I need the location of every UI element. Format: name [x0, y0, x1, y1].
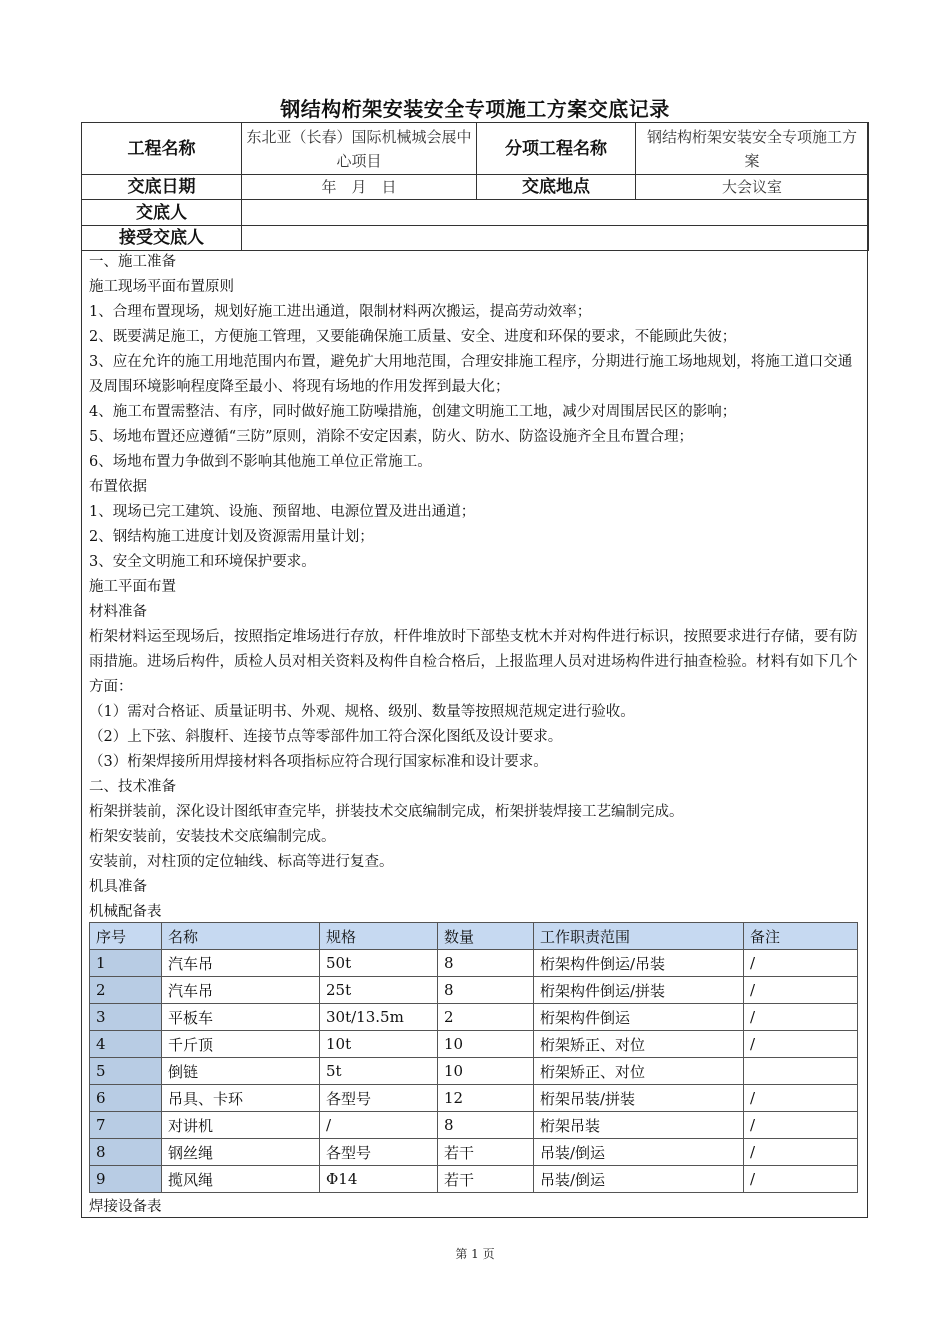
info-row-project — [82, 123, 869, 175]
table-row — [90, 1004, 858, 1031]
cell-col-index: 9 — [90, 1166, 162, 1193]
cell-col-index: 7 — [90, 1112, 162, 1139]
cell-col-name: 揽风绳 — [162, 1166, 320, 1193]
principle-item: 4、施工布置需整洁、有序，同时做好施工防噪措施，创建文明施工工地，减少对周围居民区的影响； — [89, 404, 737, 420]
principle-item: 5、场地布置还应遵循“三防”原则，消除不安定因素，防火、防水、防盗设施齐全且布置合理； — [89, 429, 694, 445]
cell-col-scope: 桁架构件倒运 — [534, 1004, 744, 1031]
cell-col-qty: 12 — [438, 1085, 534, 1112]
table-row — [90, 1112, 858, 1139]
header-col-name: 名称 — [162, 923, 320, 950]
principle-item: 1、合理布置现场，规划好施工进出通道，限制材料两次搬运，提高劳动效率； — [89, 304, 592, 320]
cell-col-name: 汽车吊 — [162, 977, 320, 1004]
receiver-value — [242, 226, 869, 251]
principle-item: 6、场地布置力争做到不影响其他施工单位正常施工。 — [89, 454, 432, 470]
principle-item: 2、既要满足施工，方便施工管理，又要能确保施工质量、安全、进度和环保的要求，不能顾此失彼； — [89, 329, 737, 345]
cell-col-spec: 各型号 — [320, 1139, 438, 1166]
cell-col-spec: 各型号 — [320, 1085, 438, 1112]
cell-col-scope: 桁架构件倒运/拼装 — [534, 977, 744, 1004]
project-name-value: 东北亚（长春）国际机械城会展中心项目 — [242, 123, 477, 175]
subheading-layout-principles: 施工现场平面布置原则 — [89, 279, 234, 295]
table-row — [90, 977, 858, 1004]
date-label: 交底日期 — [82, 175, 242, 200]
cell-col-spec: 25t — [320, 977, 438, 1004]
cell-col-spec: 10t — [320, 1031, 438, 1058]
location-label: 交底地点 — [477, 175, 636, 200]
table-row — [90, 1139, 858, 1166]
table-row — [90, 950, 858, 977]
cell-col-name: 钢丝绳 — [162, 1139, 320, 1166]
materials-item: （3）桁架焊接所用焊接材料各项指标应符合现行国家标准和设计要求。 — [89, 754, 548, 770]
cell-col-remark: / — [744, 977, 858, 1004]
cell-col-index: 1 — [90, 950, 162, 977]
cell-col-index: 4 — [90, 1031, 162, 1058]
cell-col-qty: 2 — [438, 1004, 534, 1031]
cell-col-name: 吊具、卡环 — [162, 1085, 320, 1112]
cell-col-remark: / — [744, 1139, 858, 1166]
cell-col-index: 2 — [90, 977, 162, 1004]
page-number: 第 1 页 — [455, 1247, 495, 1261]
cell-col-remark: / — [744, 1085, 858, 1112]
table-row — [90, 1085, 858, 1112]
cell-col-qty: 8 — [438, 977, 534, 1004]
location-value: 大会议室 — [636, 175, 869, 200]
cell-col-spec: Φ14 — [320, 1166, 438, 1193]
cell-col-scope: 桁架矫正、对位 — [534, 1058, 744, 1085]
info-row-receiver — [82, 226, 869, 251]
cell-col-name: 对讲机 — [162, 1112, 320, 1139]
principle-item: 3、应在允许的施工用地范围内布置，避免扩大用地范围，合理安排施工程序，分期进行施工场地规划，将施工道口交通及周围环境影响程度降至最小、将现有场地的作用发挥到最大化； — [89, 354, 853, 395]
table-header-row — [90, 923, 858, 950]
cell-col-remark — [744, 1058, 858, 1085]
cell-col-scope: 桁架吊装/拼装 — [534, 1085, 744, 1112]
cell-col-qty: 若干 — [438, 1166, 534, 1193]
subheading-machinery-table: 机械配备表 — [89, 904, 162, 920]
subheading-layout-basis: 布置依据 — [89, 479, 147, 495]
cell-col-remark: / — [744, 1031, 858, 1058]
table-row — [90, 1031, 858, 1058]
subheading-equipment: 机具准备 — [89, 879, 147, 895]
cell-col-name: 倒链 — [162, 1058, 320, 1085]
machinery-table — [89, 922, 858, 1193]
cell-col-scope: 吊装/倒运 — [534, 1166, 744, 1193]
receiver-label: 接受交底人 — [82, 226, 242, 251]
project-name-label: 工程名称 — [82, 123, 242, 175]
cell-col-name: 平板车 — [162, 1004, 320, 1031]
basis-item: 2、钢结构施工进度计划及资源需用量计划； — [89, 529, 374, 545]
subheading-site-layout: 施工平面布置 — [89, 579, 176, 595]
header-col-qty: 数量 — [438, 923, 534, 950]
materials-paragraph: 桁架材料运至现场后，按照指定堆场进行存放，杆件堆放时下部垫支枕木并对构件进行标识，按照要求进行存储，要有防雨措施。进场后构件，质检人员对相关资料及构件自检合格后，上报监理人员对进场构件进行抽查检验。材料有如下几个方面： — [89, 629, 858, 695]
cell-col-spec: 30t/13.5m — [320, 1004, 438, 1031]
cell-col-name: 汽车吊 — [162, 950, 320, 977]
sub-project-value: 钢结构桁架安装安全专项施工方案 — [636, 123, 869, 175]
cell-col-qty: 8 — [438, 950, 534, 977]
materials-item: （1）需对合格证、质量证明书、外观、规格、级别、数量等按照规范规定进行验收。 — [89, 704, 635, 720]
table-row — [90, 1166, 858, 1193]
materials-item: （2）上下弦、斜腹杆、连接节点等零部件加工符合深化图纸及设计要求。 — [89, 729, 563, 745]
cell-col-remark: / — [744, 1112, 858, 1139]
basis-item: 3、安全文明施工和环境保护要求。 — [89, 554, 316, 570]
presenter-label: 交底人 — [82, 200, 242, 226]
cell-col-remark: / — [744, 950, 858, 977]
cell-col-spec: 50t — [320, 950, 438, 977]
basis-item: 1、现场已完工建筑、设施、预留地、电源位置及进出通道； — [89, 504, 476, 520]
cell-col-scope: 桁架矫正、对位 — [534, 1031, 744, 1058]
page-title: 钢结构桁架安装安全专项施工方案交底记录 — [280, 97, 670, 121]
cell-col-qty: 若干 — [438, 1139, 534, 1166]
section-heading-1: 一、施工准备 — [89, 254, 176, 270]
cell-col-index: 5 — [90, 1058, 162, 1085]
header-col-scope: 工作职责范围 — [534, 923, 744, 950]
info-table — [81, 122, 869, 251]
header-col-index: 序号 — [90, 923, 162, 950]
cell-col-remark: / — [744, 1166, 858, 1193]
cell-col-index: 6 — [90, 1085, 162, 1112]
cell-col-remark: / — [744, 1004, 858, 1031]
tech-item: 桁架安装前，安装技术交底编制完成。 — [89, 829, 336, 845]
sub-project-label: 分项工程名称 — [477, 123, 636, 175]
welding-table-heading: 焊接设备表 — [89, 1199, 162, 1215]
tech-item: 安装前，对柱顶的定位轴线、标高等进行复查。 — [89, 854, 394, 870]
cell-col-name: 千斤顶 — [162, 1031, 320, 1058]
cell-col-spec: 5t — [320, 1058, 438, 1085]
date-value: 年 月 日 — [242, 175, 477, 200]
header-col-spec: 规格 — [320, 923, 438, 950]
cell-col-qty: 10 — [438, 1058, 534, 1085]
presenter-value — [242, 200, 869, 226]
cell-col-index: 3 — [90, 1004, 162, 1031]
header-col-remark: 备注 — [744, 923, 858, 950]
cell-col-spec: / — [320, 1112, 438, 1139]
subheading-materials: 材料准备 — [89, 604, 147, 620]
cell-col-qty: 8 — [438, 1112, 534, 1139]
cell-col-scope: 桁架吊装 — [534, 1112, 744, 1139]
cell-col-scope: 桁架构件倒运/吊装 — [534, 950, 744, 977]
info-row-presenter — [82, 200, 869, 226]
tech-item: 桁架拼装前，深化设计图纸审查完毕，拼装技术交底编制完成，桁架拼装焊接工艺编制完成。 — [89, 804, 684, 820]
cell-col-index: 8 — [90, 1139, 162, 1166]
info-row-date — [82, 175, 869, 200]
cell-col-qty: 10 — [438, 1031, 534, 1058]
section-heading-2: 二、技术准备 — [89, 779, 176, 795]
table-row — [90, 1058, 858, 1085]
cell-col-scope: 吊装/倒运 — [534, 1139, 744, 1166]
body-text — [89, 250, 864, 925]
